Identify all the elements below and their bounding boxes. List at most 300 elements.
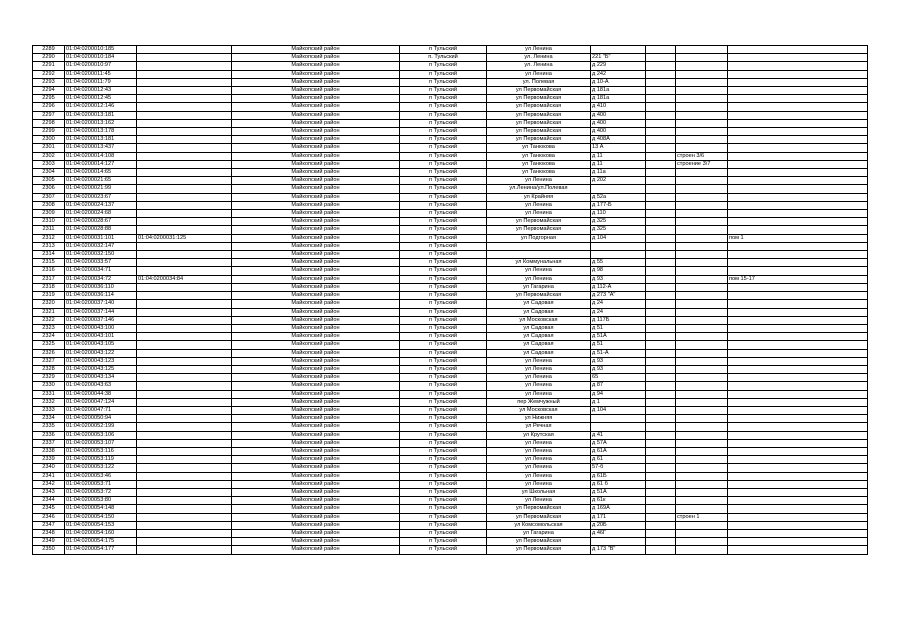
district-cell[interactable]: Майкопский район [232, 144, 400, 152]
street-cell[interactable]: ул Московская [487, 316, 591, 324]
related-cadastral-number-cell[interactable] [137, 136, 232, 144]
extra-cell[interactable] [646, 513, 676, 521]
cadastral-number-cell[interactable]: 01:04:0200054:160 [65, 529, 137, 537]
district-cell[interactable]: Майкопский район [232, 193, 400, 201]
row-number-cell[interactable]: 2303 [33, 160, 65, 168]
house-cell[interactable]: 221 "Б" [591, 54, 646, 62]
premises-cell[interactable] [728, 529, 868, 537]
row-number-cell[interactable]: 2326 [33, 349, 65, 357]
row-number-cell[interactable]: 2296 [33, 103, 65, 111]
house-cell[interactable]: д 10-А [591, 78, 646, 86]
settlement-cell[interactable]: п Тульский [400, 103, 487, 111]
district-cell[interactable]: Майкопский район [232, 406, 400, 414]
related-cadastral-number-cell[interactable] [137, 78, 232, 86]
row-number-cell[interactable]: 2314 [33, 251, 65, 259]
street-cell[interactable]: ул Московская [487, 406, 591, 414]
settlement-cell[interactable]: п Тульский [400, 234, 487, 242]
extra-cell[interactable] [646, 423, 676, 431]
cadastral-number-cell[interactable]: 01:04:0200024:137 [65, 201, 137, 209]
settlement-cell[interactable]: п Тульский [400, 529, 487, 537]
building-cell[interactable] [676, 365, 728, 373]
related-cadastral-number-cell[interactable] [137, 538, 232, 546]
related-cadastral-number-cell[interactable] [137, 349, 232, 357]
house-cell[interactable]: д 202 [591, 177, 646, 185]
settlement-cell[interactable]: п Тульский [400, 447, 487, 455]
related-cadastral-number-cell[interactable] [137, 374, 232, 382]
extra-cell[interactable] [646, 242, 676, 250]
settlement-cell[interactable]: п Тульский [400, 308, 487, 316]
district-cell[interactable]: Майкопский район [232, 95, 400, 103]
cadastral-number-cell[interactable]: 01:04:0200043:134 [65, 374, 137, 382]
settlement-cell[interactable]: п Тульский [400, 513, 487, 521]
cadastral-number-cell[interactable]: 01:04:0200047:71 [65, 406, 137, 414]
premises-cell[interactable] [728, 480, 868, 488]
extra-cell[interactable] [646, 119, 676, 127]
settlement-cell[interactable]: п Тульский [400, 497, 487, 505]
district-cell[interactable]: Майкопский район [232, 119, 400, 127]
street-cell[interactable]: ул Ленина [487, 177, 591, 185]
district-cell[interactable]: Майкопский район [232, 292, 400, 300]
street-cell[interactable]: ул Гагарина [487, 283, 591, 291]
street-cell[interactable]: ул Садовая [487, 308, 591, 316]
district-cell[interactable]: Майкопский район [232, 505, 400, 513]
premises-cell[interactable] [728, 103, 868, 111]
house-cell[interactable]: д 94 [591, 390, 646, 398]
extra-cell[interactable] [646, 456, 676, 464]
street-cell[interactable]: ул Крутская [487, 431, 591, 439]
extra-cell[interactable] [646, 251, 676, 259]
building-cell[interactable] [676, 324, 728, 332]
extra-cell[interactable] [646, 333, 676, 341]
cadastral-number-cell[interactable]: 01:04:0200047:124 [65, 398, 137, 406]
house-cell[interactable]: д 104 [591, 406, 646, 414]
extra-cell[interactable] [646, 210, 676, 218]
extra-cell[interactable] [646, 464, 676, 472]
premises-cell[interactable] [728, 300, 868, 308]
settlement-cell[interactable]: п Тульский [400, 464, 487, 472]
extra-cell[interactable] [646, 374, 676, 382]
settlement-cell[interactable]: п Тульский [400, 160, 487, 168]
street-cell[interactable]: ул Садовая [487, 341, 591, 349]
related-cadastral-number-cell[interactable] [137, 226, 232, 234]
premises-cell[interactable] [728, 169, 868, 177]
district-cell[interactable]: Майкопский район [232, 333, 400, 341]
extra-cell[interactable] [646, 316, 676, 324]
street-cell[interactable]: ул Первомайская [487, 218, 591, 226]
premises-cell[interactable] [728, 316, 868, 324]
premises-cell[interactable] [728, 464, 868, 472]
street-cell[interactable]: ул Школьная [487, 488, 591, 496]
district-cell[interactable]: Майкопский район [232, 456, 400, 464]
building-cell[interactable] [676, 169, 728, 177]
extra-cell[interactable] [646, 46, 676, 54]
settlement-cell[interactable]: п Тульский [400, 333, 487, 341]
building-cell[interactable] [676, 185, 728, 193]
house-cell[interactable] [591, 242, 646, 250]
street-cell[interactable]: ул Ленина [487, 201, 591, 209]
premises-cell[interactable] [728, 374, 868, 382]
row-number-cell[interactable]: 2308 [33, 201, 65, 209]
building-cell[interactable] [676, 480, 728, 488]
street-cell[interactable]: ул Ленина [487, 382, 591, 390]
district-cell[interactable]: Майкопский район [232, 242, 400, 250]
house-cell[interactable]: д 24 [591, 308, 646, 316]
house-cell[interactable] [591, 423, 646, 431]
row-number-cell[interactable]: 2298 [33, 119, 65, 127]
house-cell[interactable]: д 325 [591, 226, 646, 234]
building-cell[interactable] [676, 357, 728, 365]
cadastral-number-cell[interactable]: 01:04:0200053:119 [65, 456, 137, 464]
row-number-cell[interactable]: 2315 [33, 259, 65, 267]
row-number-cell[interactable]: 2335 [33, 423, 65, 431]
street-cell[interactable]: ул Ленина [487, 275, 591, 283]
extra-cell[interactable] [646, 234, 676, 242]
settlement-cell[interactable]: п Тульский [400, 505, 487, 513]
district-cell[interactable]: Майкопский район [232, 136, 400, 144]
related-cadastral-number-cell[interactable] [137, 357, 232, 365]
premises-cell[interactable] [728, 357, 868, 365]
cadastral-number-cell[interactable]: 01:04:0200011:79 [65, 78, 137, 86]
extra-cell[interactable] [646, 70, 676, 78]
settlement-cell[interactable]: п Тульский [400, 70, 487, 78]
row-number-cell[interactable]: 2294 [33, 87, 65, 95]
settlement-cell[interactable]: п Тульский [400, 95, 487, 103]
street-cell[interactable]: ул Танюкова [487, 160, 591, 168]
house-cell[interactable]: д 11а [591, 169, 646, 177]
row-number-cell[interactable]: 2316 [33, 267, 65, 275]
row-number-cell[interactable]: 2313 [33, 242, 65, 250]
extra-cell[interactable] [646, 193, 676, 201]
related-cadastral-number-cell[interactable] [137, 128, 232, 136]
premises-cell[interactable] [728, 538, 868, 546]
extra-cell[interactable] [646, 152, 676, 160]
settlement-cell[interactable]: п Тульский [400, 259, 487, 267]
related-cadastral-number-cell[interactable] [137, 308, 232, 316]
related-cadastral-number-cell[interactable] [137, 398, 232, 406]
settlement-cell[interactable]: п Тульский [400, 456, 487, 464]
related-cadastral-number-cell[interactable] [137, 505, 232, 513]
street-cell[interactable]: ул Первомайская [487, 292, 591, 300]
settlement-cell[interactable]: п Тульский [400, 283, 487, 291]
building-cell[interactable]: строен 3/6 [676, 152, 728, 160]
cadastral-number-cell[interactable]: 01:04:0200034:71 [65, 267, 137, 275]
street-cell[interactable]: ул Первомайская [487, 505, 591, 513]
street-cell[interactable]: ул Ленина [487, 439, 591, 447]
related-cadastral-number-cell[interactable] [137, 390, 232, 398]
street-cell[interactable]: ул Первомайская [487, 111, 591, 119]
row-number-cell[interactable]: 2331 [33, 390, 65, 398]
cadastral-number-cell[interactable]: 01:04:0200054:153 [65, 521, 137, 529]
house-cell[interactable] [591, 185, 646, 193]
extra-cell[interactable] [646, 62, 676, 70]
cadastral-number-cell[interactable]: 01:04:0200032:147 [65, 242, 137, 250]
row-number-cell[interactable]: 2330 [33, 382, 65, 390]
settlement-cell[interactable]: п Тульский [400, 472, 487, 480]
district-cell[interactable]: Майкопский район [232, 87, 400, 95]
district-cell[interactable]: Майкопский район [232, 398, 400, 406]
cadastral-number-cell[interactable]: 01:04:0200010:97 [65, 62, 137, 70]
street-cell[interactable]: ул.Ленина/ул.Полевая [487, 185, 591, 193]
settlement-cell[interactable]: п Тульский [400, 365, 487, 373]
cadastral-number-cell[interactable]: 01:04:0200031:101 [65, 234, 137, 242]
cadastral-number-cell[interactable]: 01:04:0200013:162 [65, 119, 137, 127]
cadastral-number-cell[interactable]: 01:04:0200054:177 [65, 546, 137, 554]
building-cell[interactable] [676, 177, 728, 185]
district-cell[interactable]: Майкопский район [232, 210, 400, 218]
extra-cell[interactable] [646, 78, 676, 86]
district-cell[interactable]: Майкопский район [232, 308, 400, 316]
related-cadastral-number-cell[interactable] [137, 316, 232, 324]
district-cell[interactable]: Майкопский район [232, 70, 400, 78]
premises-cell[interactable] [728, 390, 868, 398]
house-cell[interactable]: 65 [591, 374, 646, 382]
settlement-cell[interactable]: п Тульский [400, 226, 487, 234]
street-cell[interactable]: ул Первомайская [487, 103, 591, 111]
row-number-cell[interactable]: 2295 [33, 95, 65, 103]
street-cell[interactable]: ул Ленина [487, 390, 591, 398]
settlement-cell[interactable]: п Тульский [400, 144, 487, 152]
cadastral-number-cell[interactable]: 01:04:0200053:46 [65, 472, 137, 480]
house-cell[interactable]: д 242 [591, 70, 646, 78]
street-cell[interactable]: ул Ленина [487, 480, 591, 488]
related-cadastral-number-cell[interactable] [137, 218, 232, 226]
street-cell[interactable]: ул Ленина [487, 210, 591, 218]
building-cell[interactable] [676, 472, 728, 480]
related-cadastral-number-cell[interactable] [137, 201, 232, 209]
street-cell[interactable]: ул Садовая [487, 333, 591, 341]
district-cell[interactable]: Майкопский район [232, 46, 400, 54]
house-cell[interactable]: 57-б [591, 464, 646, 472]
premises-cell[interactable] [728, 398, 868, 406]
row-number-cell[interactable]: 2290 [33, 54, 65, 62]
extra-cell[interactable] [646, 300, 676, 308]
district-cell[interactable]: Майкопский район [232, 152, 400, 160]
cadastral-number-cell[interactable]: 01:04:0200036:114 [65, 292, 137, 300]
extra-cell[interactable] [646, 177, 676, 185]
related-cadastral-number-cell[interactable] [137, 185, 232, 193]
building-cell[interactable] [676, 538, 728, 546]
settlement-cell[interactable]: п Тульский [400, 136, 487, 144]
building-cell[interactable] [676, 103, 728, 111]
cadastral-number-cell[interactable]: 01:04:0200028:67 [65, 218, 137, 226]
premises-cell[interactable] [728, 201, 868, 209]
cadastral-number-cell[interactable]: 01:04:0200053:106 [65, 431, 137, 439]
building-cell[interactable] [676, 456, 728, 464]
row-number-cell[interactable]: 2332 [33, 398, 65, 406]
extra-cell[interactable] [646, 546, 676, 554]
premises-cell[interactable] [728, 267, 868, 275]
related-cadastral-number-cell[interactable] [137, 119, 232, 127]
street-cell[interactable]: ул Комсомольская [487, 521, 591, 529]
district-cell[interactable]: Майкопский район [232, 316, 400, 324]
street-cell[interactable]: пер Жемчужный [487, 398, 591, 406]
building-cell[interactable] [676, 316, 728, 324]
house-cell[interactable]: д 171 [591, 513, 646, 521]
related-cadastral-number-cell[interactable] [137, 283, 232, 291]
extra-cell[interactable] [646, 505, 676, 513]
district-cell[interactable]: Майкопский район [232, 111, 400, 119]
cadastral-number-cell[interactable]: 01:04:0200034:72 [65, 275, 137, 283]
building-cell[interactable] [676, 259, 728, 267]
cadastral-number-cell[interactable]: 01:04:0200043:105 [65, 341, 137, 349]
extra-cell[interactable] [646, 87, 676, 95]
cadastral-number-cell[interactable]: 01:04:0200011:45 [65, 70, 137, 78]
extra-cell[interactable] [646, 111, 676, 119]
building-cell[interactable] [676, 87, 728, 95]
street-cell[interactable] [487, 251, 591, 259]
house-cell[interactable] [591, 538, 646, 546]
street-cell[interactable]: ул. Ленина [487, 62, 591, 70]
settlement-cell[interactable]: п Тульский [400, 87, 487, 95]
extra-cell[interactable] [646, 275, 676, 283]
settlement-cell[interactable]: п Тульский [400, 406, 487, 414]
street-cell[interactable]: ул Первомайская [487, 513, 591, 521]
cadastral-number-cell[interactable]: 01:04:0200012:146 [65, 103, 137, 111]
district-cell[interactable]: Майкопский район [232, 300, 400, 308]
house-cell[interactable]: д 169А [591, 505, 646, 513]
building-cell[interactable] [676, 54, 728, 62]
district-cell[interactable]: Майкопский район [232, 283, 400, 291]
premises-cell[interactable] [728, 308, 868, 316]
house-cell[interactable]: д 400 [591, 128, 646, 136]
building-cell[interactable] [676, 415, 728, 423]
district-cell[interactable]: Майкопский район [232, 431, 400, 439]
building-cell[interactable] [676, 382, 728, 390]
cadastral-number-cell[interactable]: 01:04:0200010:184 [65, 54, 137, 62]
settlement-cell[interactable]: п Тульский [400, 267, 487, 275]
row-number-cell[interactable]: 2318 [33, 283, 65, 291]
house-cell[interactable]: д 229 [591, 62, 646, 70]
district-cell[interactable]: Майкопский район [232, 128, 400, 136]
related-cadastral-number-cell[interactable]: 01:04:0200034:84 [137, 275, 232, 283]
row-number-cell[interactable]: 2297 [33, 111, 65, 119]
district-cell[interactable]: Майкопский район [232, 374, 400, 382]
row-number-cell[interactable]: 2302 [33, 152, 65, 160]
premises-cell[interactable] [728, 415, 868, 423]
district-cell[interactable]: Майкопский район [232, 177, 400, 185]
district-cell[interactable]: Майкопский район [232, 78, 400, 86]
street-cell[interactable]: ул Садовая [487, 324, 591, 332]
related-cadastral-number-cell[interactable] [137, 152, 232, 160]
extra-cell[interactable] [646, 488, 676, 496]
cadastral-number-cell[interactable]: 01:04:0200053:107 [65, 439, 137, 447]
row-number-cell[interactable]: 2310 [33, 218, 65, 226]
row-number-cell[interactable]: 2312 [33, 234, 65, 242]
cadastral-number-cell[interactable]: 01:04:0200044:38 [65, 390, 137, 398]
district-cell[interactable]: Майкопский район [232, 439, 400, 447]
row-number-cell[interactable]: 2334 [33, 415, 65, 423]
extra-cell[interactable] [646, 415, 676, 423]
settlement-cell[interactable]: п. Тульский [400, 54, 487, 62]
row-number-cell[interactable]: 2304 [33, 169, 65, 177]
street-cell[interactable]: ул Первомайская [487, 538, 591, 546]
house-cell[interactable]: д 93 [591, 275, 646, 283]
extra-cell[interactable] [646, 160, 676, 168]
district-cell[interactable]: Майкопский район [232, 349, 400, 357]
building-cell[interactable] [676, 242, 728, 250]
related-cadastral-number-cell[interactable] [137, 513, 232, 521]
building-cell[interactable] [676, 349, 728, 357]
building-cell[interactable] [676, 308, 728, 316]
building-cell[interactable] [676, 497, 728, 505]
settlement-cell[interactable]: п Тульский [400, 169, 487, 177]
premises-cell[interactable] [728, 46, 868, 54]
building-cell[interactable] [676, 70, 728, 78]
street-cell[interactable]: ул Ленина [487, 497, 591, 505]
extra-cell[interactable] [646, 529, 676, 537]
building-cell[interactable] [676, 505, 728, 513]
house-cell[interactable]: д 24 [591, 300, 646, 308]
street-cell[interactable]: ул Ленина [487, 374, 591, 382]
related-cadastral-number-cell[interactable] [137, 480, 232, 488]
extra-cell[interactable] [646, 144, 676, 152]
settlement-cell[interactable]: п Тульский [400, 415, 487, 423]
building-cell[interactable] [676, 136, 728, 144]
building-cell[interactable] [676, 439, 728, 447]
row-number-cell[interactable]: 2327 [33, 357, 65, 365]
building-cell[interactable] [676, 251, 728, 259]
premises-cell[interactable] [728, 324, 868, 332]
street-cell[interactable]: ул Первомайская [487, 546, 591, 554]
district-cell[interactable]: Майкопский район [232, 390, 400, 398]
row-number-cell[interactable]: 2333 [33, 406, 65, 414]
premises-cell[interactable]: пом 1 [728, 234, 868, 242]
extra-cell[interactable] [646, 292, 676, 300]
settlement-cell[interactable]: п Тульский [400, 316, 487, 324]
premises-cell[interactable] [728, 406, 868, 414]
building-cell[interactable] [676, 546, 728, 554]
house-cell[interactable]: д 51 [591, 324, 646, 332]
settlement-cell[interactable]: п Тульский [400, 210, 487, 218]
related-cadastral-number-cell[interactable] [137, 177, 232, 185]
cadastral-number-cell[interactable]: 01:04:0200037:140 [65, 300, 137, 308]
house-cell[interactable]: д 181а [591, 95, 646, 103]
cadastral-number-cell[interactable]: 01:04:0200013:181 [65, 111, 137, 119]
cadastral-number-cell[interactable]: 01:04:0200014:127 [65, 160, 137, 168]
settlement-cell[interactable]: п Тульский [400, 300, 487, 308]
house-cell[interactable]: д 408А [591, 136, 646, 144]
cadastral-number-cell[interactable]: 01:04:0200024:68 [65, 210, 137, 218]
extra-cell[interactable] [646, 398, 676, 406]
cadastral-number-cell[interactable]: 01:04:0200054:150 [65, 513, 137, 521]
settlement-cell[interactable]: п Тульский [400, 185, 487, 193]
building-cell[interactable] [676, 374, 728, 382]
settlement-cell[interactable]: п Тульский [400, 480, 487, 488]
district-cell[interactable]: Майкопский район [232, 464, 400, 472]
related-cadastral-number-cell[interactable] [137, 365, 232, 373]
cadastral-number-cell[interactable]: 01:04:0200053:80 [65, 497, 137, 505]
street-cell[interactable]: ул Ленина [487, 46, 591, 54]
settlement-cell[interactable]: п Тульский [400, 251, 487, 259]
related-cadastral-number-cell[interactable] [137, 292, 232, 300]
house-cell[interactable]: д 177-Б [591, 201, 646, 209]
cadastral-number-cell[interactable]: 01:04:0200053:116 [65, 447, 137, 455]
district-cell[interactable]: Майкопский район [232, 275, 400, 283]
extra-cell[interactable] [646, 103, 676, 111]
building-cell[interactable] [676, 333, 728, 341]
building-cell[interactable] [676, 201, 728, 209]
premises-cell[interactable] [728, 456, 868, 464]
premises-cell[interactable] [728, 160, 868, 168]
related-cadastral-number-cell[interactable] [137, 70, 232, 78]
district-cell[interactable]: Майкопский район [232, 234, 400, 242]
street-cell[interactable]: ул Танюкова [487, 152, 591, 160]
extra-cell[interactable] [646, 95, 676, 103]
building-cell[interactable] [676, 128, 728, 136]
district-cell[interactable]: Майкопский район [232, 169, 400, 177]
house-cell[interactable]: 13 А [591, 144, 646, 152]
row-number-cell[interactable]: 2319 [33, 292, 65, 300]
